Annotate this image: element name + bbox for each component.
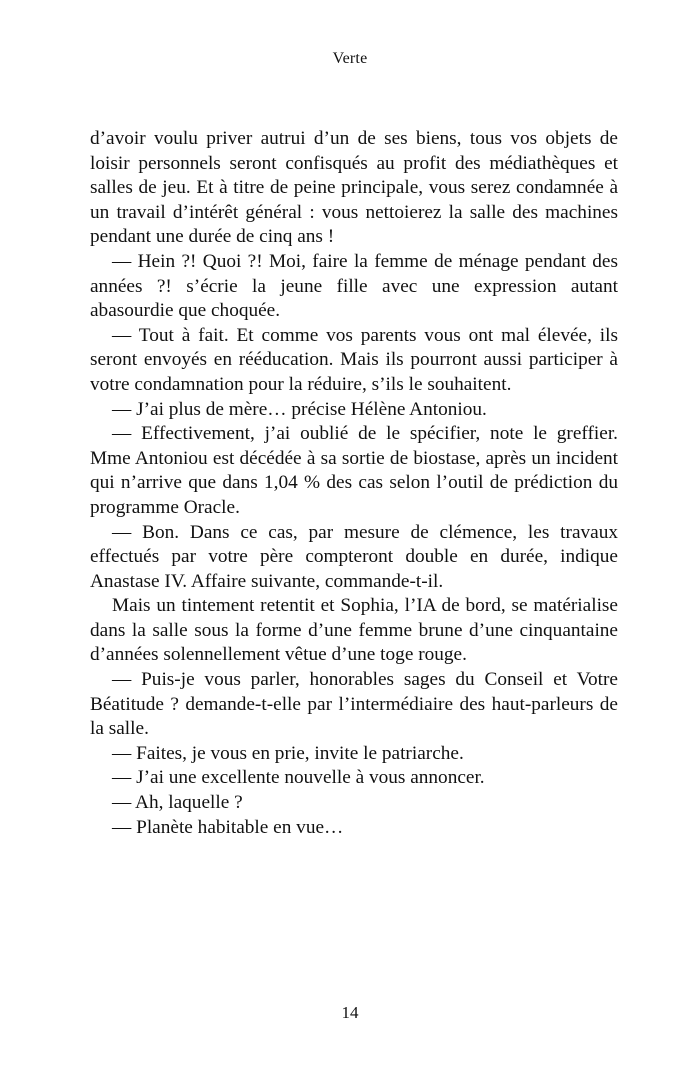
body-text <box>90 127 618 840</box>
page-number: 14 <box>341 1003 359 1022</box>
paragraph: — Ah, laquelle ? <box>112 792 243 814</box>
paragraph: — Hein ?! Quoi ?! Moi, faire la femme de ménage pendant des années ?! s’écrie la jeune fille avec une expression autant abasourdie que choquée. <box>90 250 618 322</box>
paragraph: — Tout à fait. Et comme vos parents vous ont mal élevée, ils seront envoyés en rééducation. Mais ils pourront aussi participer à votre condamnation pour la réduire, s’ils le souhaitent. <box>90 324 618 395</box>
paragraph: — J’ai plus de mère… précise Hélène Antoniou. <box>112 398 487 420</box>
paragraph: Mais un tintement retentit et Sophia, l’IA de bord, se matérialise dans la salle sous la forme d’une femme brune d’une cinquantaine d’années solennellement vêtue d’une toge rouge. <box>90 595 618 666</box>
paragraph: — J’ai une excellente nouvelle à vous annoncer. <box>112 767 485 789</box>
paragraph: — Effectivement, j’ai oublié de le spécifier, note le greffier. Mme Antoniou est décédée à sa sortie de biostase, après un incident qui n’arrive que dans 1,04 % des cas selon l’outil de prédiction du programme Oracle. <box>90 423 618 518</box>
paragraph: — Bon. Dans ce cas, par mesure de clémence, les travaux effectués par votre père compteront double en durée, indique Anastase IV. Affaire suivante, commande-t-il. <box>90 521 618 592</box>
paragraph: — Puis-je vous parler, honorables sages du Conseil et Votre Béatitude ? demande-t-elle par l’intermédiaire des haut-parleurs de la salle. <box>90 669 618 740</box>
paragraph: d’avoir voulu priver autrui d’un de ses biens, tous vos objets de loisir personnels seront confisqués au profit des médiathèques et salles de jeu. Et à titre de peine principale, vous serez condamnée à un travail d’intérêt général : vous nettoierez la salle des machines pendant une durée de cinq ans ! <box>90 128 618 248</box>
paragraph: — Planète habitable en vue… <box>112 816 344 838</box>
paragraph: — Faites, je vous en prie, invite le patriarche. <box>112 742 464 764</box>
running-header: Verte <box>332 50 368 67</box>
